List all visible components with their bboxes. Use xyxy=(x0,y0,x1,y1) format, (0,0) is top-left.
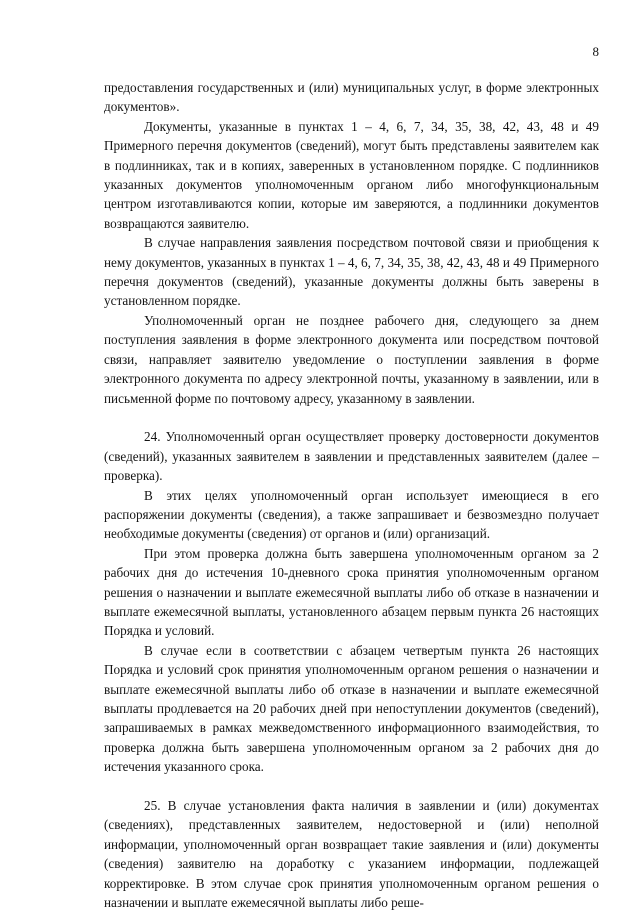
paragraph-continuation: предоставления государственных и (или) муниципальных услуг, в форме электронных документов». xyxy=(104,80,599,115)
paragraph-extended-deadline: В случае если в соответствии с абзацем четвертым пункта 26 настоящих Порядка и условий срок принятия уполномоченным органом решения о назначении и выплате ежемесячной выплаты либо об отказе в назначении и выплате ежемесячной выплаты продлевается на 20 рабочих дней при непоступлении документов (сведений), запрашиваемых в рамках межведомственного информационного взаимодействия, то проверка должна быть завершена уполномоченным органом за 2 рабочих дня до истечения указанного срока. xyxy=(104,642,599,775)
paragraph-verification-deadline: При этом проверка должна быть завершена уполномоченным органом за 2 рабочих дня до истечения 10-дневного срока принятия уполномоченным органом решения о назначении и выплате ежемесячной выплаты либо об отказе в назначении и выплате ежемесячной выплаты, установленного абзацем первым пункта 26 настоящих Порядка и условий. xyxy=(104,545,599,639)
paragraph-receipt-notice: Уполномоченный орган не позднее рабочего дня, следующего за днем поступления заявления в форме электронного документа или посредством почтовой связи, направляет заявителю уведомление о поступлении заявления в форме электронного документа по адресу электронной почты, указанному в заявлении, или в письменной форме по почтовому адресу, указанному в заявлении. xyxy=(104,312,599,406)
paragraph-postal-submission: В случае направления заявления посредством почтовой связи и приобщения к нему документов, указанных в пунктах 1 – 4, 6, 7, 34, 35, 38, 42, 43, 48 и 49 Примерного перечня документов (сведений), указанные документы должны быть заверены в установленном порядке. xyxy=(104,235,599,309)
page-number: 8 xyxy=(592,44,599,59)
body-text xyxy=(104,78,599,912)
paragraph-clause-24: 24. Уполномоченный орган осуществляет проверку достоверности документов (сведений), указанных заявителем в заявлении и представленных заявителем (далее – проверка). xyxy=(104,429,599,484)
paragraph-documents-originals: Документы, указанные в пунктах 1 – 4, 6, 7, 34, 35, 38, 42, 43, 48 и 49 Примерного перечня документов (сведений), могут быть представлены заявителем как в подлинниках, так и в копиях, заверенных в установленном порядке. С подлинников указанных документов уполномоченным органом либо многофункциональным центром изготавливаются копии, которые им заверяются, а подлинники документов возвращаются заявителю. xyxy=(104,118,599,231)
paragraph-clause-25: 25. В случае установления факта наличия в заявлении и (или) документах (сведениях), представленных заявителем, недостоверной и (или) неполной информации, уполномоченный орган возвращает такие заявления и (или) документы (сведения) заявителю на доработку с указанием информации, подлежащей корректировке. В этом случае срок принятия уполномоченным органом решения о назначении и выплате ежемесячной выплаты либо реше- xyxy=(104,798,599,911)
paragraph-verification-purpose: В этих целях уполномоченный орган использует имеющиеся в его распоряжении документы (сведения), а также запрашивает и безвозмездно получает необходимые документы (сведения) от органов и (или) организаций. xyxy=(104,487,599,542)
